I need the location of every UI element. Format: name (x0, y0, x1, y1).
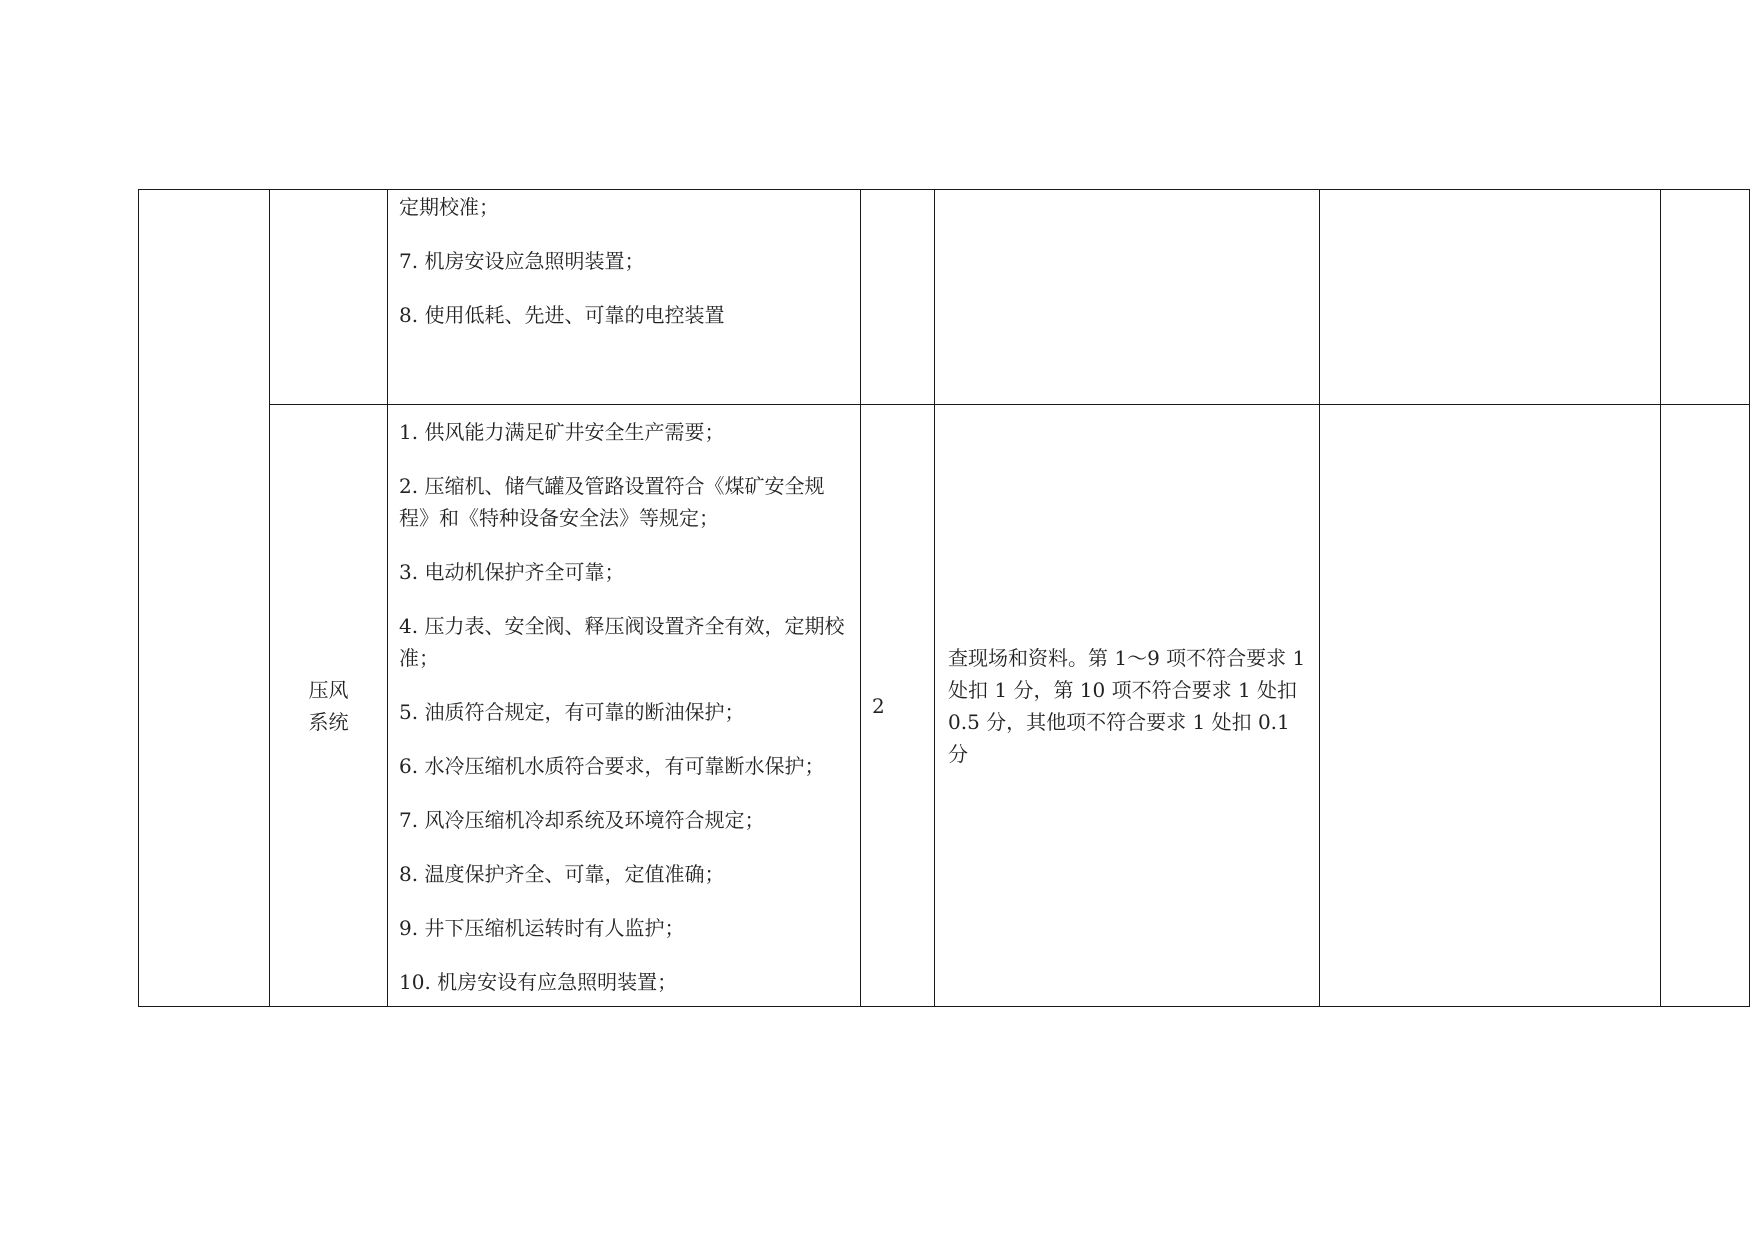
requirement-item: 8. 使用低耗、先进、可靠的电控装置 (399, 303, 725, 327)
score-cell (861, 190, 935, 405)
result-cell (1320, 190, 1661, 405)
item-cell (270, 190, 388, 405)
score-cell: 2 (861, 405, 935, 1007)
category-cell (139, 190, 270, 1007)
requirements-list (388, 405, 860, 998)
requirement-item: 3. 电动机保护齐全可靠； (399, 560, 625, 584)
requirement-item: 4. 压力表、安全阀、释压阀设置齐全有效，定期校准； (399, 614, 845, 670)
requirement-item: 7. 机房安设应急照明装置； (399, 249, 645, 273)
requirement-item: 8. 温度保护齐全、可靠，定值准确； (399, 862, 725, 886)
requirement-item: 9. 井下压缩机运转时有人监护； (399, 916, 685, 940)
table-row (139, 405, 1750, 1007)
method-cell: 查现场和资料。第 1～9 项不符合要求 1 处扣 1 分，第 10 项不符合要求 1 处扣 0.5 分，其他项不符合要求 1 处扣 0.1 分 (935, 405, 1320, 1007)
requirement-item: 10. 机房安设有应急照明装置； (399, 970, 678, 994)
standards-table (138, 189, 1750, 1007)
requirement-item: 定期校准； (399, 195, 499, 219)
result-cell (1320, 405, 1661, 1007)
requirement-item: 1. 供风能力满足矿井安全生产需要； (399, 420, 725, 444)
requirements-cell (388, 190, 861, 405)
requirement-item: 5. 油质符合规定，有可靠的断油保护； (399, 700, 745, 724)
method-cell (935, 190, 1320, 405)
requirement-item: 6. 水冷压缩机水质符合要求，有可靠断水保护； (399, 754, 825, 778)
requirement-item: 7. 风冷压缩机冷却系统及环境符合规定； (399, 808, 765, 832)
item-name-line: 系统 (308, 709, 349, 734)
item-cell (270, 405, 388, 1007)
requirements-list (388, 190, 860, 331)
requirement-item: 2. 压缩机、储气罐及管路设置符合《煤矿安全规程》和《特种设备安全法》等规定； (399, 474, 825, 530)
item-name-line: 压风 (308, 677, 349, 702)
remark-cell (1661, 405, 1750, 1007)
requirements-cell (388, 405, 861, 1007)
table-row (139, 190, 1750, 405)
remark-cell (1661, 190, 1750, 405)
